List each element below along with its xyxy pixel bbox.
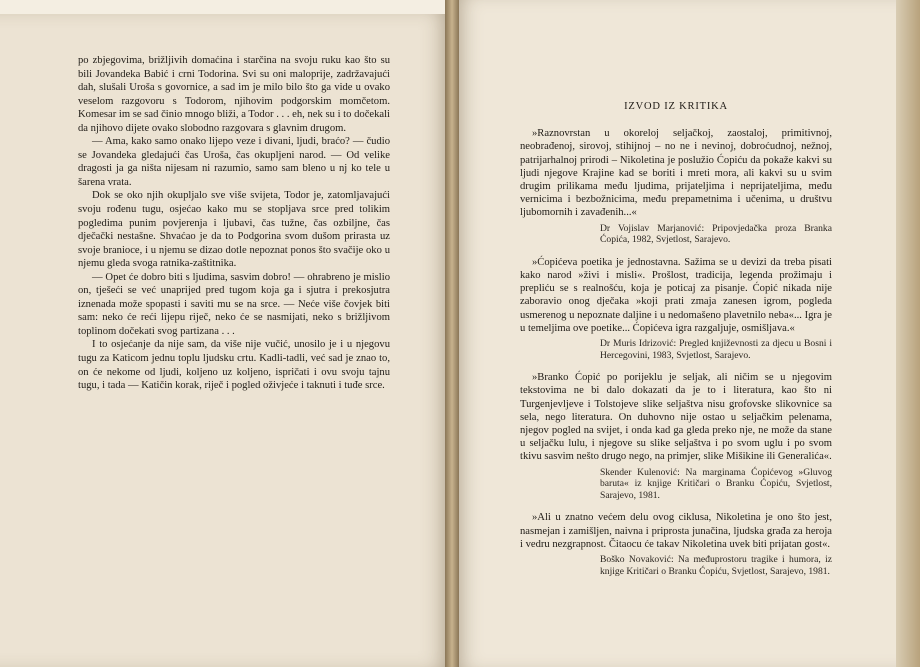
critique-source: Dr Vojislav Marjanović: Pripovjedačka proza Branka Ćopića, 1982, Svjetlost, Sarajevo. [600, 222, 832, 246]
left-paragraph: — Ama, kako samo onako lijepo veze i divani, ljudi, braćo? — čudio se Jovandeka gledajući čas Uroša, čas okupljeni narod. — Od velike dragosti ja ga ništa nijesam ni razumio, samo sam bleno u nj ko tele u šarena vrata. [78, 136, 390, 188]
left-page-top-margin [0, 0, 452, 14]
critique-source: Dr Muris Idrizović: Pregled književnosti za djecu u Bosni i Hercegovini, 1983, Svjetlost, Sarajevo. [600, 338, 832, 361]
critique-source: Skender Kulenović: Na marginama Ćopićevog »Gluvog baruta« iz knjige Kritičari o Branku Ćopiću, Svjetlost, Sarajevo, 1981. [600, 466, 832, 501]
left-paragraph: po zbjegovima, brižljivih domaćina i starčina na svoju ruku kao što su bili Jovandeka Babić i crni Todorina. Svi su oni maloprije, zadržavajući dah, slušali Uroša s govornice, a sad im je milo bilo što ga vide u ovako veselom razgovoru s Todorom, njihovim podgorskim momčetom. Komesar im se sad činio mnogo bliži, a Todor . . . eh, nek su i to dočekali da njihovo dijete ovako slobodno razgovara s glavnim drugom. [78, 55, 390, 134]
critique-source: Boško Novaković: Na međuprostoru tragike i humora, iz knjige Kritičari o Branku Ćopiću, Svjetlost, Sarajevo, 1981. [600, 554, 832, 577]
left-paragraph: I to osjećanje da nije sam, da više nije vučić, unosilo je i u njegovu tugu za Katicom jednu toplu ljudsku crtu. Kadli-tadli, već sad je znao to, on će nekome od ljudi, koljeno uz koljeno, ispričati i ovu svoju tajnu tugu, i tada — Katičin korak, riječ i pogled oživjeće i taknuti i tuđe srce. [78, 339, 390, 392]
right-page-edge [896, 0, 920, 667]
critique-quote: »Branko Ćopić po porijeklu je seljak, ali ničim se u njegovim tekstovima ne bi dalo dokazati da je to i literatura, kao što ni Turgenjevljeve i Tolstojeve slike seljaštva nisu grofovske slikovnice sa sela, nego literatura. On duhovno nije ostao u seljačkim pelenama, njegov pogled na svijet, i onda kad ga gleda preko nje, ne može da stane u seljačku lulu, i njegove su slike seljaštva i po svom uglu i po svom tkivu sasvim nešto drugo nego, na primjer, slike Mišikine ili Generalića«. [520, 372, 832, 463]
critique-quote: »Ali u znatno većem delu ovog ciklusa, Nikoletina je ono što jest, nasmejan i zamišljen, naivna i priprosta junačina, ljudska građa za heroja i vedru nezgrapnost. Čitaocu će takav Nikoletina uvek biti prijatan gost«. [520, 512, 832, 550]
left-paragraph: — Opet će dobro biti s ljudima, sasvim dobro! — ohrabreno je mislio on, tješeći se već unaprijed pred tugom koja ga i sjutra i prekosjutra iznenada može spopasti i saviti mu se na srce. — Neće više čovjek biti sam: neko će reći lijepu riječ, neko će se nasmijati, neko s brižljivom toplinom dočekati svog partizana . . . [78, 271, 390, 337]
critique-quote: »Ćopićeva poetika je jednostavna. Sažima se u devizi da treba pisati kako narod »živi i misli«. Prošlost, tradicija, legenda prožimaju i prepliću se s realnošću, koja je poticaj za pisanje. Ćopić nikada nije zaboravio onog dječaka »koji prati zmaja zanesen igrom, pogleda usmerenog u nepoznate daljine i u nedomašeno plavetnilo neba«... Igra je u temeljima ove poetike... Ćopićeva igra razgaljuje, osmišljava.« [520, 256, 832, 334]
left-paragraph: Dok se oko njih okupljalo sve više svijeta, Todor je, zatomljavajući svoju rođenu tugu, osjećao kako mu se stopljava srce pred tolikim pogledima punim povjerenja i ljubavi, čas tužne, čas ozbiljne, čas dječački nestašne. Shvaćao je da to Podgorina svom dušom prirasta uz svoje branioce, i u njemu se dizao dotle nepoznat ponos što svačije oko u njemu gleda svoga ratnika-zaštitnika. [78, 190, 390, 270]
critique-quote: »Raznovrstan u okoreloj seljačkoj, zaostaloj, primitivnoj, neobrađenoj, sirovoj, stihijnoj – no ne i nevinoj, dobroćudnoj, nežnoj, patrijarhalnoj prirodi – Nikoletina je poslužio Ćopiću da pokaže kakvi su ljudi njegove Krajine kad se boriti i mreti mora, ali kakvi su u svim drugim prilikama među ljudima, prijateljima i neprijateljima, među vernicima i bezbožnicima, među prepametnima i učenima, u društvu ljubomornih i zavađenih...« [520, 128, 832, 219]
critique-heading: IZVOD IZ KRITIKA [624, 101, 728, 112]
right-page-text [520, 100, 832, 587]
left-page-text [78, 54, 390, 393]
book-spine [445, 0, 459, 667]
